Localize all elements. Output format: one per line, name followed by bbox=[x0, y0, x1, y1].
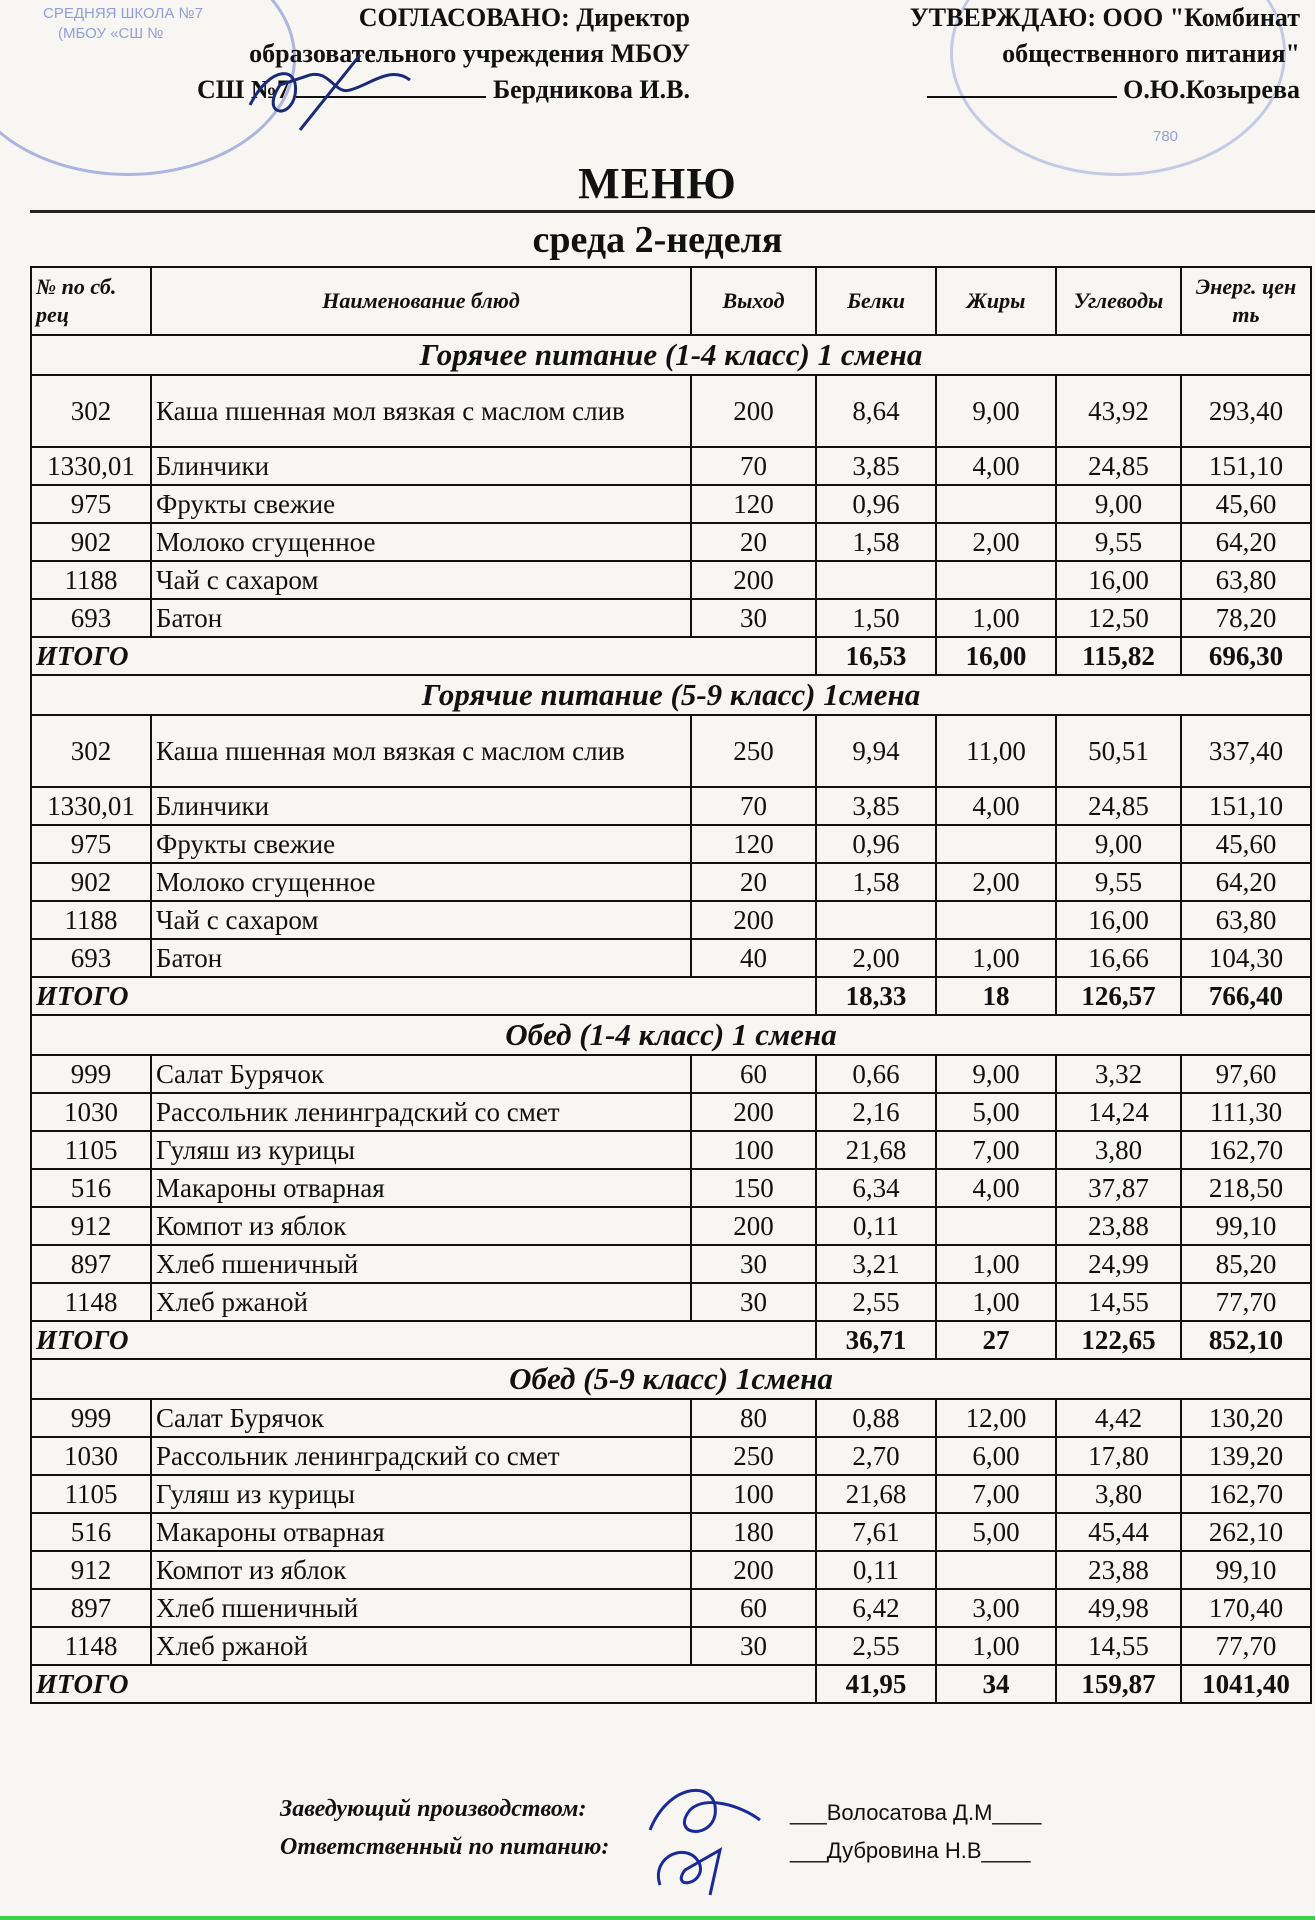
footer-name-production: ___Волосатова Д.М____ bbox=[790, 1800, 1042, 1825]
dish-name: Гуляш из курицы bbox=[151, 1475, 691, 1513]
carb-value: 23,88 bbox=[1056, 1207, 1181, 1245]
fat-value: 11,00 bbox=[936, 715, 1056, 787]
carb-value: 49,98 bbox=[1056, 1589, 1181, 1627]
portion-value: 200 bbox=[691, 1207, 816, 1245]
table-row bbox=[31, 1551, 1311, 1589]
dish-name: Блинчики bbox=[151, 447, 691, 485]
divider bbox=[30, 210, 1315, 213]
energy-value: 77,70 bbox=[1181, 1283, 1311, 1321]
section-title: Горячие питание (5-9 класс) 1смена bbox=[31, 675, 1311, 715]
fat-value: 2,00 bbox=[936, 523, 1056, 561]
signature-line bbox=[927, 74, 1117, 98]
dish-name: Рассольник ленинградский со смет bbox=[151, 1437, 691, 1475]
dish-name: Салат Бурячок bbox=[151, 1399, 691, 1437]
dish-name: Макароны отварная bbox=[151, 1513, 691, 1551]
section-row bbox=[31, 1359, 1311, 1399]
carb-value: 24,85 bbox=[1056, 447, 1181, 485]
protein-value: 1,50 bbox=[816, 599, 936, 637]
energy-value: 97,60 bbox=[1181, 1055, 1311, 1093]
dish-name: Молоко сгущенное bbox=[151, 863, 691, 901]
fat-value bbox=[936, 485, 1056, 523]
fat-value: 1,00 bbox=[936, 1627, 1056, 1665]
recipe-number: 1148 bbox=[31, 1283, 151, 1321]
carb-value: 3,80 bbox=[1056, 1131, 1181, 1169]
carb-value: 4,42 bbox=[1056, 1399, 1181, 1437]
dish-name: Хлеб пшеничный bbox=[151, 1589, 691, 1627]
recipe-number: 912 bbox=[31, 1551, 151, 1589]
recipe-number: 516 bbox=[31, 1513, 151, 1551]
approval-left-line: образовательного учреждения МБОУ bbox=[249, 39, 690, 68]
dish-name: Каша пшенная мол вязкая с маслом слив bbox=[151, 715, 691, 787]
portion-value: 30 bbox=[691, 1283, 816, 1321]
portion-value: 250 bbox=[691, 715, 816, 787]
energy-value: 85,20 bbox=[1181, 1245, 1311, 1283]
recipe-number: 693 bbox=[31, 599, 151, 637]
carb-value: 23,88 bbox=[1056, 1551, 1181, 1589]
recipe-number: 897 bbox=[31, 1245, 151, 1283]
portion-value: 120 bbox=[691, 825, 816, 863]
protein-value: 0,11 bbox=[816, 1551, 936, 1589]
approval-right-line: общественного питания" bbox=[1002, 39, 1300, 68]
section-title: Обед (5-9 класс) 1смена bbox=[31, 1359, 1311, 1399]
protein-value: 3,85 bbox=[816, 787, 936, 825]
energy-value: 77,70 bbox=[1181, 1627, 1311, 1665]
section-title: Обед (1-4 класс) 1 смена bbox=[31, 1015, 1311, 1055]
carb-value: 12,50 bbox=[1056, 599, 1181, 637]
protein-value: 2,55 bbox=[816, 1627, 936, 1665]
total-row bbox=[31, 637, 1311, 675]
director-signature bbox=[240, 45, 460, 135]
approval-left-line: СОГЛАСОВАНО: Директор bbox=[358, 3, 690, 32]
section-row bbox=[31, 335, 1311, 375]
column-header-energy: Энерг. цен ть bbox=[1181, 267, 1311, 335]
recipe-number: 1148 bbox=[31, 1627, 151, 1665]
carb-value: 24,85 bbox=[1056, 787, 1181, 825]
table-row bbox=[31, 1245, 1311, 1283]
table-row bbox=[31, 825, 1311, 863]
dish-name: Батон bbox=[151, 939, 691, 977]
footer-roles bbox=[280, 1790, 609, 1866]
total-energy: 696,30 bbox=[1181, 637, 1311, 675]
column-header-portion: Выход bbox=[691, 267, 816, 335]
carb-value: 16,66 bbox=[1056, 939, 1181, 977]
protein-value: 1,58 bbox=[816, 863, 936, 901]
recipe-number: 1030 bbox=[31, 1093, 151, 1131]
protein-value: 0,11 bbox=[816, 1207, 936, 1245]
energy-value: 162,70 bbox=[1181, 1475, 1311, 1513]
total-label: ИТОГО bbox=[31, 1665, 816, 1703]
recipe-number: 1105 bbox=[31, 1475, 151, 1513]
column-header-dish-name: Наименование блюд bbox=[151, 267, 691, 335]
dish-name: Чай с сахаром bbox=[151, 561, 691, 599]
approval-right-line: УТВЕРЖДАЮ: ООО "Комбинат bbox=[909, 3, 1300, 32]
total-label: ИТОГО bbox=[31, 977, 816, 1015]
fat-value: 7,00 bbox=[936, 1131, 1056, 1169]
protein-value: 21,68 bbox=[816, 1475, 936, 1513]
table-header-row bbox=[31, 267, 1311, 335]
energy-value: 45,60 bbox=[1181, 485, 1311, 523]
dish-name: Хлеб пшеничный bbox=[151, 1245, 691, 1283]
protein-value: 6,34 bbox=[816, 1169, 936, 1207]
column-header-proteins: Белки bbox=[816, 267, 936, 335]
table-row bbox=[31, 715, 1311, 787]
recipe-number: 975 bbox=[31, 825, 151, 863]
protein-value bbox=[816, 901, 936, 939]
approval-right-person: О.Ю.Козырева bbox=[1123, 75, 1300, 104]
energy-value: 262,10 bbox=[1181, 1513, 1311, 1551]
total-carb: 126,57 bbox=[1056, 977, 1181, 1015]
portion-value: 200 bbox=[691, 901, 816, 939]
table-row bbox=[31, 1513, 1311, 1551]
total-label: ИТОГО bbox=[31, 1321, 816, 1359]
recipe-number: 302 bbox=[31, 715, 151, 787]
recipe-number: 1188 bbox=[31, 561, 151, 599]
energy-value: 151,10 bbox=[1181, 787, 1311, 825]
total-protein: 41,95 bbox=[816, 1665, 936, 1703]
recipe-number: 516 bbox=[31, 1169, 151, 1207]
total-fat: 16,00 bbox=[936, 637, 1056, 675]
carb-value: 9,55 bbox=[1056, 863, 1181, 901]
protein-value: 0,66 bbox=[816, 1055, 936, 1093]
dish-name: Салат Бурячок bbox=[151, 1055, 691, 1093]
protein-value: 0,88 bbox=[816, 1399, 936, 1437]
fat-value bbox=[936, 901, 1056, 939]
dish-name: Макароны отварная bbox=[151, 1169, 691, 1207]
protein-value: 6,42 bbox=[816, 1589, 936, 1627]
table-row bbox=[31, 523, 1311, 561]
table-row bbox=[31, 1169, 1311, 1207]
stamp-text-number: 780 bbox=[1153, 128, 1179, 145]
energy-value: 293,40 bbox=[1181, 375, 1311, 447]
energy-value: 63,80 bbox=[1181, 561, 1311, 599]
dish-name: Хлеб ржаной bbox=[151, 1283, 691, 1321]
recipe-number: 902 bbox=[31, 523, 151, 561]
portion-value: 200 bbox=[691, 1551, 816, 1589]
recipe-number: 975 bbox=[31, 485, 151, 523]
portion-value: 200 bbox=[691, 561, 816, 599]
total-row bbox=[31, 977, 1311, 1015]
table-row bbox=[31, 1627, 1311, 1665]
table-row bbox=[31, 375, 1311, 447]
portion-value: 20 bbox=[691, 523, 816, 561]
dish-name: Гуляш из курицы bbox=[151, 1131, 691, 1169]
fat-value: 1,00 bbox=[936, 1283, 1056, 1321]
recipe-number: 902 bbox=[31, 863, 151, 901]
energy-value: 99,10 bbox=[1181, 1551, 1311, 1589]
portion-value: 60 bbox=[691, 1055, 816, 1093]
column-header-recipe-no: № по сб. рец bbox=[31, 267, 151, 335]
carb-value: 3,80 bbox=[1056, 1475, 1181, 1513]
total-protein: 18,33 bbox=[816, 977, 936, 1015]
fat-value: 7,00 bbox=[936, 1475, 1056, 1513]
dish-name: Фрукты свежие bbox=[151, 825, 691, 863]
total-energy: 766,40 bbox=[1181, 977, 1311, 1015]
protein-value bbox=[816, 561, 936, 599]
portion-value: 80 bbox=[691, 1399, 816, 1437]
portion-value: 180 bbox=[691, 1513, 816, 1551]
fat-value bbox=[936, 1207, 1056, 1245]
fat-value: 6,00 bbox=[936, 1437, 1056, 1475]
protein-value: 1,58 bbox=[816, 523, 936, 561]
fat-value: 5,00 bbox=[936, 1513, 1056, 1551]
table-row bbox=[31, 485, 1311, 523]
total-carb: 122,65 bbox=[1056, 1321, 1181, 1359]
column-header-fats: Жиры bbox=[936, 267, 1056, 335]
portion-value: 40 bbox=[691, 939, 816, 977]
protein-value: 2,16 bbox=[816, 1093, 936, 1131]
total-fat: 34 bbox=[936, 1665, 1056, 1703]
carb-value: 9,00 bbox=[1056, 825, 1181, 863]
fat-value: 4,00 bbox=[936, 447, 1056, 485]
fat-value bbox=[936, 825, 1056, 863]
approval-left-org: СШ №7 bbox=[196, 75, 290, 104]
footer-role-nutrition: Ответственный по питанию: bbox=[280, 1834, 610, 1860]
footer-names bbox=[790, 1794, 1041, 1870]
portion-value: 200 bbox=[691, 1093, 816, 1131]
menu-table bbox=[30, 266, 1312, 1704]
energy-value: 151,10 bbox=[1181, 447, 1311, 485]
carb-value: 17,80 bbox=[1056, 1437, 1181, 1475]
portion-value: 30 bbox=[691, 1627, 816, 1665]
footer-role-production: Заведующий производством: bbox=[280, 1796, 587, 1822]
energy-value: 170,40 bbox=[1181, 1589, 1311, 1627]
dish-name: Рассольник ленинградский со смет bbox=[151, 1093, 691, 1131]
total-fat: 18 bbox=[936, 977, 1056, 1015]
section-row bbox=[31, 675, 1311, 715]
fat-value: 2,00 bbox=[936, 863, 1056, 901]
portion-value: 100 bbox=[691, 1475, 816, 1513]
portion-value: 60 bbox=[691, 1589, 816, 1627]
table-row bbox=[31, 1589, 1311, 1627]
protein-value: 2,00 bbox=[816, 939, 936, 977]
carb-value: 43,92 bbox=[1056, 375, 1181, 447]
protein-value: 21,68 bbox=[816, 1131, 936, 1169]
dish-name: Чай с сахаром bbox=[151, 901, 691, 939]
recipe-number: 912 bbox=[31, 1207, 151, 1245]
protein-value: 3,85 bbox=[816, 447, 936, 485]
energy-value: 218,50 bbox=[1181, 1169, 1311, 1207]
portion-value: 70 bbox=[691, 787, 816, 825]
approval-left-person: Бердникова И.В. bbox=[492, 75, 690, 104]
table-row bbox=[31, 1093, 1311, 1131]
portion-value: 250 bbox=[691, 1437, 816, 1475]
total-row bbox=[31, 1665, 1311, 1703]
total-energy: 852,10 bbox=[1181, 1321, 1311, 1359]
fat-value: 9,00 bbox=[936, 1055, 1056, 1093]
recipe-number: 693 bbox=[31, 939, 151, 977]
stamp-text-line: СРЕДНЯЯ ШКОЛА №7 bbox=[43, 5, 203, 22]
energy-value: 78,20 bbox=[1181, 599, 1311, 637]
table-row bbox=[31, 1207, 1311, 1245]
protein-value: 8,64 bbox=[816, 375, 936, 447]
bottom-edge-bar bbox=[0, 1916, 1315, 1920]
carb-value: 14,24 bbox=[1056, 1093, 1181, 1131]
energy-value: 64,20 bbox=[1181, 523, 1311, 561]
carb-value: 9,55 bbox=[1056, 523, 1181, 561]
fat-value: 4,00 bbox=[936, 787, 1056, 825]
table-row bbox=[31, 1283, 1311, 1321]
fat-value: 12,00 bbox=[936, 1399, 1056, 1437]
energy-value: 337,40 bbox=[1181, 715, 1311, 787]
approval-right-block bbox=[860, 0, 1300, 108]
total-protein: 16,53 bbox=[816, 637, 936, 675]
energy-value: 130,20 bbox=[1181, 1399, 1311, 1437]
total-carb: 159,87 bbox=[1056, 1665, 1181, 1703]
protein-value: 2,70 bbox=[816, 1437, 936, 1475]
portion-value: 70 bbox=[691, 447, 816, 485]
section-title: Горячее питание (1-4 класс) 1 смена bbox=[31, 335, 1311, 375]
fat-value: 4,00 bbox=[936, 1169, 1056, 1207]
protein-value: 7,61 bbox=[816, 1513, 936, 1551]
footer-signatures bbox=[630, 1770, 780, 1900]
table-row bbox=[31, 939, 1311, 977]
carb-value: 16,00 bbox=[1056, 561, 1181, 599]
energy-value: 104,30 bbox=[1181, 939, 1311, 977]
portion-value: 200 bbox=[691, 375, 816, 447]
total-label: ИТОГО bbox=[31, 637, 816, 675]
recipe-number: 302 bbox=[31, 375, 151, 447]
recipe-number: 1105 bbox=[31, 1131, 151, 1169]
footer-name-nutrition: ___Дубровина Н.В____ bbox=[790, 1838, 1031, 1863]
carb-value: 3,32 bbox=[1056, 1055, 1181, 1093]
total-carb: 115,82 bbox=[1056, 637, 1181, 675]
page-subtitle: среда 2-неделя bbox=[532, 219, 783, 261]
recipe-number: 999 bbox=[31, 1055, 151, 1093]
total-fat: 27 bbox=[936, 1321, 1056, 1359]
total-energy: 1041,40 bbox=[1181, 1665, 1311, 1703]
energy-value: 45,60 bbox=[1181, 825, 1311, 863]
table-row bbox=[31, 1437, 1311, 1475]
energy-value: 63,80 bbox=[1181, 901, 1311, 939]
carb-value: 50,51 bbox=[1056, 715, 1181, 787]
carb-value: 16,00 bbox=[1056, 901, 1181, 939]
protein-value: 0,96 bbox=[816, 825, 936, 863]
fat-value: 1,00 bbox=[936, 1245, 1056, 1283]
fat-value bbox=[936, 561, 1056, 599]
portion-value: 100 bbox=[691, 1131, 816, 1169]
carb-value: 24,99 bbox=[1056, 1245, 1181, 1283]
energy-value: 162,70 bbox=[1181, 1131, 1311, 1169]
column-header-carbs: Углеводы bbox=[1056, 267, 1181, 335]
table-row bbox=[31, 787, 1311, 825]
dish-name: Батон bbox=[151, 599, 691, 637]
carb-value: 14,55 bbox=[1056, 1283, 1181, 1321]
protein-value: 9,94 bbox=[816, 715, 936, 787]
protein-value: 3,21 bbox=[816, 1245, 936, 1283]
table-row bbox=[31, 1399, 1311, 1437]
protein-value: 2,55 bbox=[816, 1283, 936, 1321]
section-row bbox=[31, 1015, 1311, 1055]
dish-name: Фрукты свежие bbox=[151, 485, 691, 523]
dish-name: Каша пшенная мол вязкая с маслом слив bbox=[151, 375, 691, 447]
dish-name: Компот из яблок bbox=[151, 1207, 691, 1245]
carb-value: 9,00 bbox=[1056, 485, 1181, 523]
fat-value bbox=[936, 1551, 1056, 1589]
fat-value: 1,00 bbox=[936, 939, 1056, 977]
recipe-number: 1330,01 bbox=[31, 447, 151, 485]
portion-value: 30 bbox=[691, 1245, 816, 1283]
total-protein: 36,71 bbox=[816, 1321, 936, 1359]
table-row bbox=[31, 1475, 1311, 1513]
table-row bbox=[31, 561, 1311, 599]
energy-value: 139,20 bbox=[1181, 1437, 1311, 1475]
total-row bbox=[31, 1321, 1311, 1359]
recipe-number: 1030 bbox=[31, 1437, 151, 1475]
table-row bbox=[31, 1131, 1311, 1169]
carb-value: 14,55 bbox=[1056, 1627, 1181, 1665]
energy-value: 111,30 bbox=[1181, 1093, 1311, 1131]
recipe-number: 897 bbox=[31, 1589, 151, 1627]
energy-value: 64,20 bbox=[1181, 863, 1311, 901]
fat-value: 3,00 bbox=[936, 1589, 1056, 1627]
page-title: МЕНЮ bbox=[578, 159, 737, 208]
table-row bbox=[31, 599, 1311, 637]
dish-name: Компот из яблок bbox=[151, 1551, 691, 1589]
portion-value: 150 bbox=[691, 1169, 816, 1207]
portion-value: 120 bbox=[691, 485, 816, 523]
stamp-text-line: (МБОУ «СШ № bbox=[58, 25, 164, 42]
fat-value: 5,00 bbox=[936, 1093, 1056, 1131]
fat-value: 1,00 bbox=[936, 599, 1056, 637]
carb-value: 45,44 bbox=[1056, 1513, 1181, 1551]
carb-value: 37,87 bbox=[1056, 1169, 1181, 1207]
portion-value: 30 bbox=[691, 599, 816, 637]
recipe-number: 999 bbox=[31, 1399, 151, 1437]
dish-name: Блинчики bbox=[151, 787, 691, 825]
recipe-number: 1188 bbox=[31, 901, 151, 939]
energy-value: 99,10 bbox=[1181, 1207, 1311, 1245]
protein-value: 0,96 bbox=[816, 485, 936, 523]
table-row bbox=[31, 1055, 1311, 1093]
table-row bbox=[31, 447, 1311, 485]
fat-value: 9,00 bbox=[936, 375, 1056, 447]
dish-name: Хлеб ржаной bbox=[151, 1627, 691, 1665]
recipe-number: 1330,01 bbox=[31, 787, 151, 825]
approval-right-signature-line bbox=[860, 72, 1300, 108]
table-row bbox=[31, 901, 1311, 939]
portion-value: 20 bbox=[691, 863, 816, 901]
dish-name: Молоко сгущенное bbox=[151, 523, 691, 561]
table-row bbox=[31, 863, 1311, 901]
